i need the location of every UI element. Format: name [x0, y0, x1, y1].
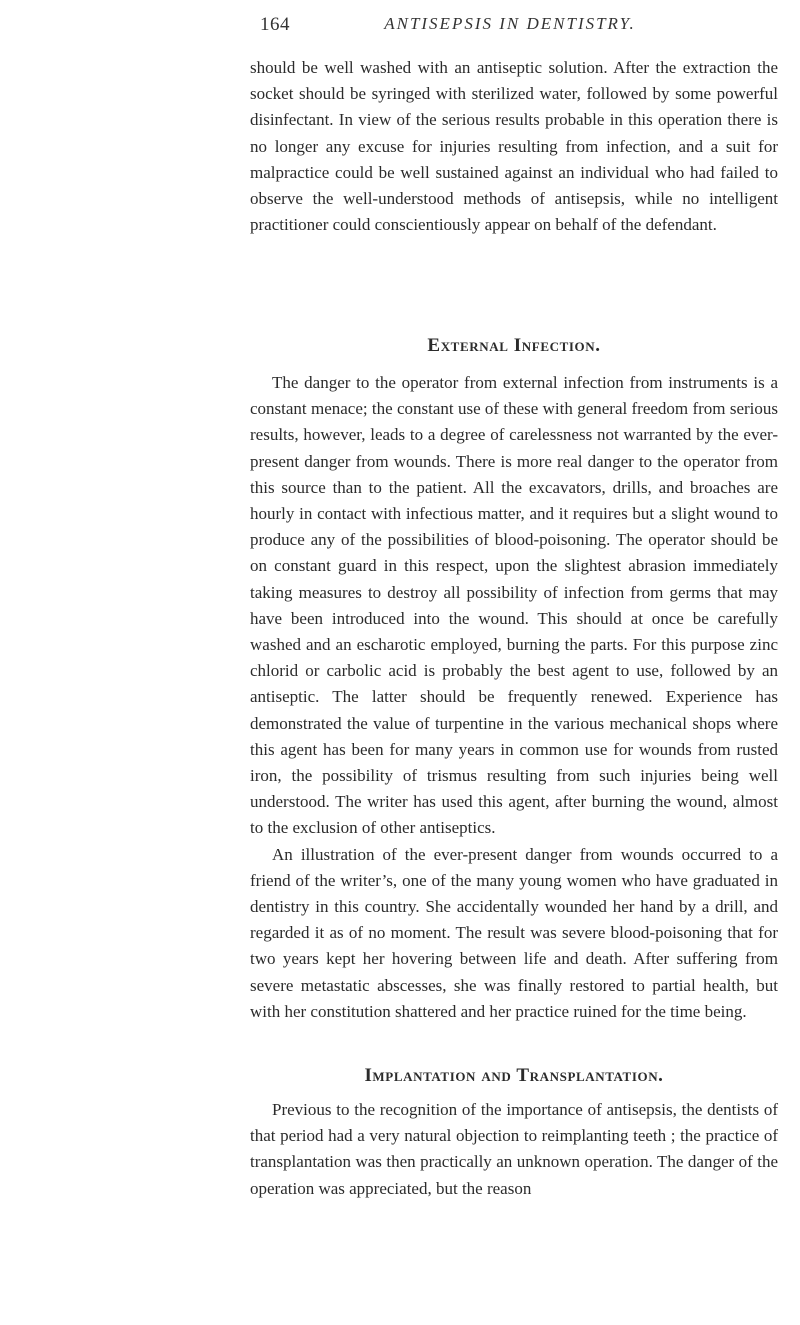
body-block-external-infection [250, 370, 778, 1025]
running-title: ANTISEPSIS IN DENTISTRY. [384, 14, 636, 33]
paragraph-implantation-1: Previous to the recognition of the importance of antisepsis, the dentists of that period had a very natural objection to reimplanting teeth ; the practice of transplantation was then practically an unknown operation. The danger of the operation was appreciated, but the reason [250, 1100, 778, 1198]
section-heading-implantation-block [250, 1065, 778, 1095]
section-heading-external-infection-block [250, 335, 778, 365]
paragraph-external-infection-1: The danger to the operator from external infection from instruments is a constant menace; the constant use of these with general freedom from serious results, however, leads to a degree of carelessness not warranted by the ever-present danger from wounds. There is more real danger to the operator from this source than to the patient. All the excavators, drills, and broaches are hourly in contact with infectious matter, and it requires but a slight wound to produce any of the possibilities of blood-poisoning. The operator should be on constant guard in this respect, upon the slightest abrasion immediately taking measures to destroy all possibility of infection from germs that may have been introduced into the wound. This should at once be carefully washed and an escharotic employed, burning the parts. For this purpose zinc chlorid or carbolic acid is probably the best agent to use, followed by an antiseptic. The latter should be frequently renewed. Experience has demonstrated the value of turpentine in the various mechanical shops where this agent has been for many years in common use for wounds from rusted iron, the possibility of trismus resulting from such injuries being well understood. The writer has used this agent, after burning the wound, almost to the exclusion of other antiseptics. [250, 373, 778, 838]
running-head [260, 14, 760, 38]
page-number: 164 [260, 14, 290, 35]
paragraph-continuation: should be well washed with an antiseptic solution. After the extraction the socket should be syringed with sterilized water, followed by some powerful disinfectant. In view of the serious results probable in this operation there is no longer any excuse for injuries resulting from infection, and a suit for malpractice could be well sustained against an individual who had failed to observe the well-understood methods of antisepsis, while no intelligent practitioner could conscientiously appear on behalf of the defendant. [250, 58, 778, 235]
section-heading-external-infection: External Infection. [427, 335, 601, 356]
paragraph-external-infection-2: An illustration of the ever-present danger from wounds occurred to a friend of the writer’s, one of the many young women who have graduated in dentistry in this country. She accidentally wounded her hand by a drill, and regarded it as of no moment. The result was severe blood-poisoning that for two years kept her hovering between life and death. After suffering from severe metastatic abscesses, she was finally restored to partial health, but with her constitution shattered and her practice ruined for the time being. [250, 844, 778, 1021]
body-block-continuation [250, 55, 778, 238]
body-block-implantation [250, 1097, 778, 1202]
section-heading-implantation: Implantation and Transplantation. [364, 1065, 664, 1086]
